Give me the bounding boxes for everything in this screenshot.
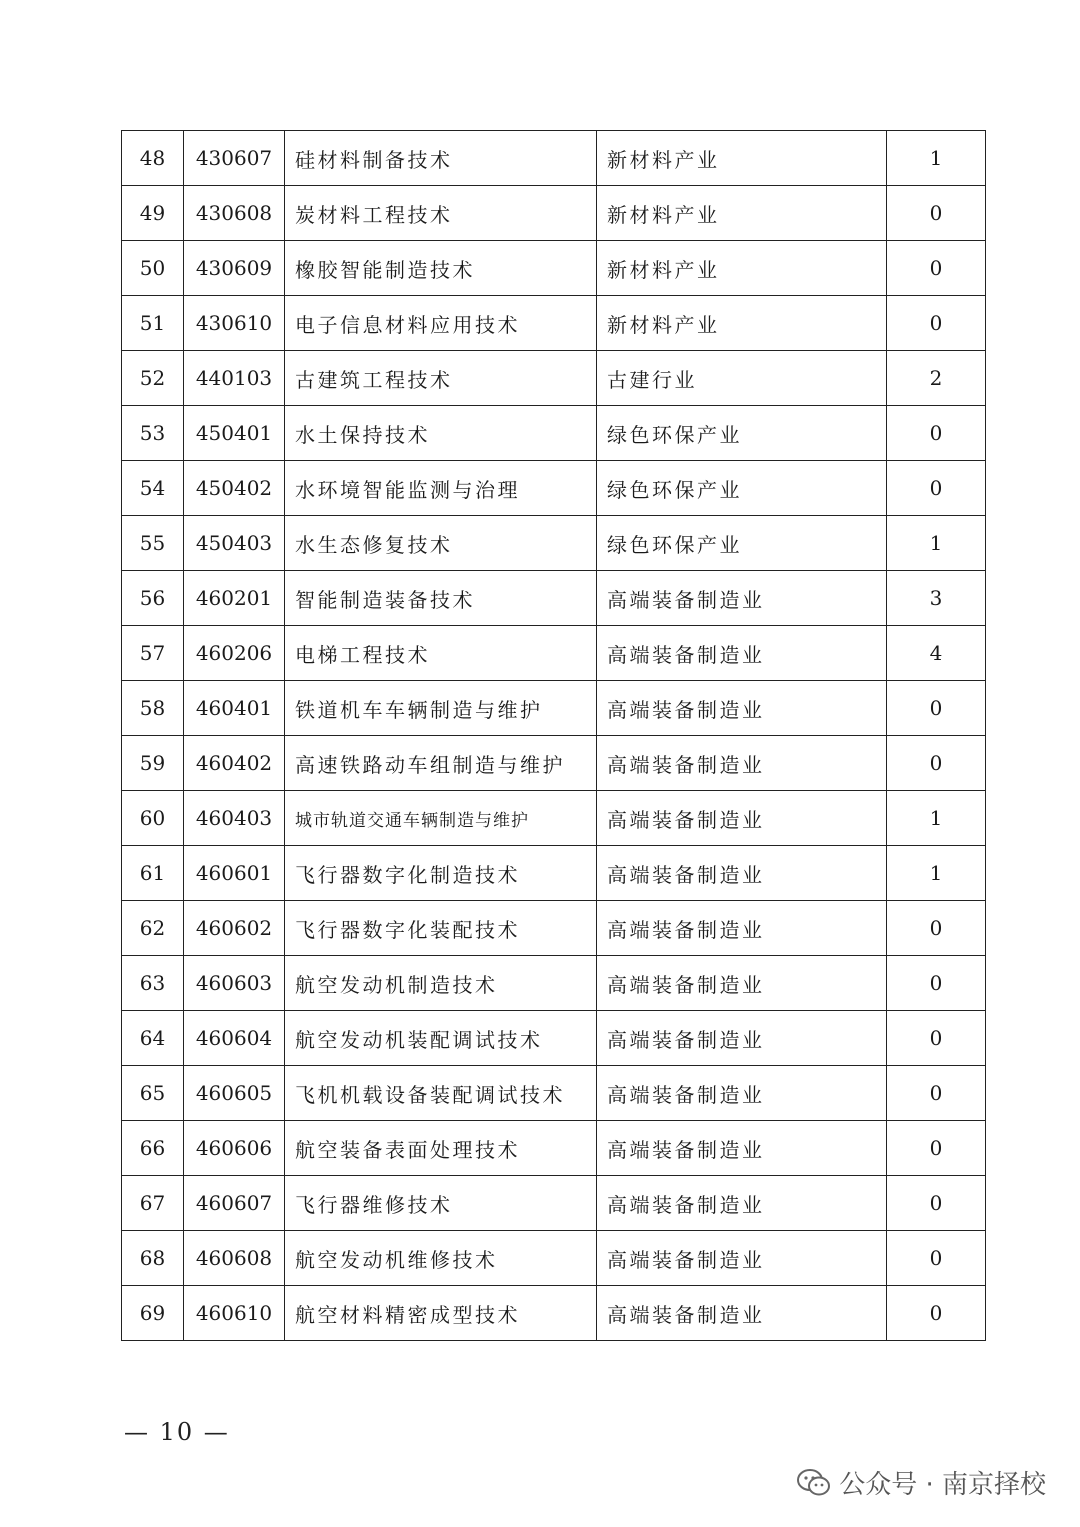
table-row [122, 1176, 986, 1231]
industry-cell: 高端装备制造业 [597, 736, 887, 791]
count-cell: 0 [887, 681, 986, 736]
major-name-cell: 飞行器数字化装配技术 [285, 901, 597, 956]
table-row [122, 296, 986, 351]
major-code-cell: 460604 [184, 1011, 285, 1066]
table-row [122, 791, 986, 846]
table-row [122, 516, 986, 571]
row-number-cell: 67 [122, 1176, 184, 1231]
page-number: — 10 — [124, 1418, 230, 1446]
row-number-cell: 62 [122, 901, 184, 956]
major-name-cell: 电子信息材料应用技术 [285, 296, 597, 351]
major-code-cell: 430607 [184, 131, 285, 186]
count-cell: 0 [887, 241, 986, 296]
major-code-cell: 430610 [184, 296, 285, 351]
major-name-cell: 航空发动机制造技术 [285, 956, 597, 1011]
major-name-cell: 硅材料制备技术 [285, 131, 597, 186]
major-code-cell: 460403 [184, 791, 285, 846]
industry-cell: 高端装备制造业 [597, 901, 887, 956]
table-row [122, 461, 986, 516]
major-name-cell: 橡胶智能制造技术 [285, 241, 597, 296]
industry-cell: 新材料产业 [597, 131, 887, 186]
table-row [122, 351, 986, 406]
row-number-cell: 54 [122, 461, 184, 516]
count-cell: 1 [887, 516, 986, 571]
table-row [122, 571, 986, 626]
major-code-cell: 460605 [184, 1066, 285, 1121]
table-row [122, 1066, 986, 1121]
table-row [122, 1286, 986, 1341]
major-name-cell: 古建筑工程技术 [285, 351, 597, 406]
count-cell: 0 [887, 461, 986, 516]
majors-table [121, 130, 986, 1341]
industry-cell: 高端装备制造业 [597, 846, 887, 901]
row-number-cell: 55 [122, 516, 184, 571]
major-name-cell: 电梯工程技术 [285, 626, 597, 681]
count-cell: 1 [887, 131, 986, 186]
industry-cell: 高端装备制造业 [597, 956, 887, 1011]
row-number-cell: 65 [122, 1066, 184, 1121]
major-name-cell: 飞行器维修技术 [285, 1176, 597, 1231]
count-cell: 0 [887, 956, 986, 1011]
count-cell: 3 [887, 571, 986, 626]
table-row [122, 131, 986, 186]
row-number-cell: 69 [122, 1286, 184, 1341]
major-code-cell: 450402 [184, 461, 285, 516]
count-cell: 0 [887, 1011, 986, 1066]
count-cell: 1 [887, 791, 986, 846]
table-row [122, 736, 986, 791]
major-code-cell: 460607 [184, 1176, 285, 1231]
count-cell: 0 [887, 296, 986, 351]
row-number-cell: 60 [122, 791, 184, 846]
count-cell: 0 [887, 901, 986, 956]
major-name-cell: 飞行器数字化制造技术 [285, 846, 597, 901]
table-row [122, 681, 986, 736]
count-cell: 0 [887, 1066, 986, 1121]
major-code-cell: 460608 [184, 1231, 285, 1286]
major-code-cell: 450403 [184, 516, 285, 571]
row-number-cell: 56 [122, 571, 184, 626]
count-cell: 1 [887, 846, 986, 901]
watermark-text: 公众号 · 南京择校 [839, 1470, 1046, 1500]
count-cell: 2 [887, 351, 986, 406]
row-number-cell: 57 [122, 626, 184, 681]
row-number-cell: 59 [122, 736, 184, 791]
row-number-cell: 49 [122, 186, 184, 241]
count-cell: 0 [887, 1286, 986, 1341]
major-code-cell: 450401 [184, 406, 285, 461]
industry-cell: 新材料产业 [597, 186, 887, 241]
industry-cell: 高端装备制造业 [597, 1231, 887, 1286]
major-code-cell: 440103 [184, 351, 285, 406]
industry-cell: 绿色环保产业 [597, 516, 887, 571]
industry-cell: 高端装备制造业 [597, 1286, 887, 1341]
table-row [122, 1011, 986, 1066]
row-number-cell: 51 [122, 296, 184, 351]
major-name-cell: 高速铁路动车组制造与维护 [285, 736, 597, 791]
industry-cell: 高端装备制造业 [597, 1011, 887, 1066]
count-cell: 0 [887, 406, 986, 461]
table-row [122, 901, 986, 956]
row-number-cell: 66 [122, 1121, 184, 1176]
count-cell: 0 [887, 1121, 986, 1176]
table-row [122, 241, 986, 296]
major-code-cell: 460402 [184, 736, 285, 791]
industry-cell: 绿色环保产业 [597, 461, 887, 516]
major-code-cell: 460201 [184, 571, 285, 626]
industry-cell: 新材料产业 [597, 241, 887, 296]
row-number-cell: 50 [122, 241, 184, 296]
industry-cell: 高端装备制造业 [597, 791, 887, 846]
count-cell: 0 [887, 186, 986, 241]
industry-cell: 高端装备制造业 [597, 1176, 887, 1231]
major-code-cell: 460601 [184, 846, 285, 901]
row-number-cell: 64 [122, 1011, 184, 1066]
industry-cell: 高端装备制造业 [597, 626, 887, 681]
industry-cell: 古建行业 [597, 351, 887, 406]
count-cell: 0 [887, 736, 986, 791]
row-number-cell: 58 [122, 681, 184, 736]
row-number-cell: 52 [122, 351, 184, 406]
watermark [797, 1464, 1046, 1501]
table-row [122, 1121, 986, 1176]
major-name-cell: 航空材料精密成型技术 [285, 1286, 597, 1341]
major-name-cell: 炭材料工程技术 [285, 186, 597, 241]
row-number-cell: 48 [122, 131, 184, 186]
wechat-icon [797, 1468, 831, 1498]
industry-cell: 绿色环保产业 [597, 406, 887, 461]
major-code-cell: 430608 [184, 186, 285, 241]
table-body [122, 131, 986, 1341]
industry-cell: 高端装备制造业 [597, 571, 887, 626]
major-code-cell: 460606 [184, 1121, 285, 1176]
industry-cell: 新材料产业 [597, 296, 887, 351]
major-name-cell: 智能制造装备技术 [285, 571, 597, 626]
major-name-cell: 航空装备表面处理技术 [285, 1121, 597, 1176]
major-name-cell: 城市轨道交通车辆制造与维护 [285, 791, 597, 846]
industry-cell: 高端装备制造业 [597, 681, 887, 736]
count-cell: 0 [887, 1231, 986, 1286]
major-name-cell: 水生态修复技术 [285, 516, 597, 571]
major-code-cell: 460603 [184, 956, 285, 1011]
industry-cell: 高端装备制造业 [597, 1121, 887, 1176]
table-row [122, 406, 986, 461]
table-row [122, 846, 986, 901]
row-number-cell: 61 [122, 846, 184, 901]
major-name-cell: 航空发动机装配调试技术 [285, 1011, 597, 1066]
count-cell: 4 [887, 626, 986, 681]
major-code-cell: 460610 [184, 1286, 285, 1341]
major-code-cell: 460206 [184, 626, 285, 681]
count-cell: 0 [887, 1176, 986, 1231]
major-name-cell: 水环境智能监测与治理 [285, 461, 597, 516]
table-row [122, 1231, 986, 1286]
table-row [122, 956, 986, 1011]
major-code-cell: 460602 [184, 901, 285, 956]
major-name-cell: 航空发动机维修技术 [285, 1231, 597, 1286]
major-code-cell: 430609 [184, 241, 285, 296]
row-number-cell: 53 [122, 406, 184, 461]
major-name-cell: 水土保持技术 [285, 406, 597, 461]
major-code-cell: 460401 [184, 681, 285, 736]
major-name-cell: 铁道机车车辆制造与维护 [285, 681, 597, 736]
table-row [122, 626, 986, 681]
row-number-cell: 68 [122, 1231, 184, 1286]
row-number-cell: 63 [122, 956, 184, 1011]
industry-cell: 高端装备制造业 [597, 1066, 887, 1121]
major-name-cell: 飞机机载设备装配调试技术 [285, 1066, 597, 1121]
table-row [122, 186, 986, 241]
